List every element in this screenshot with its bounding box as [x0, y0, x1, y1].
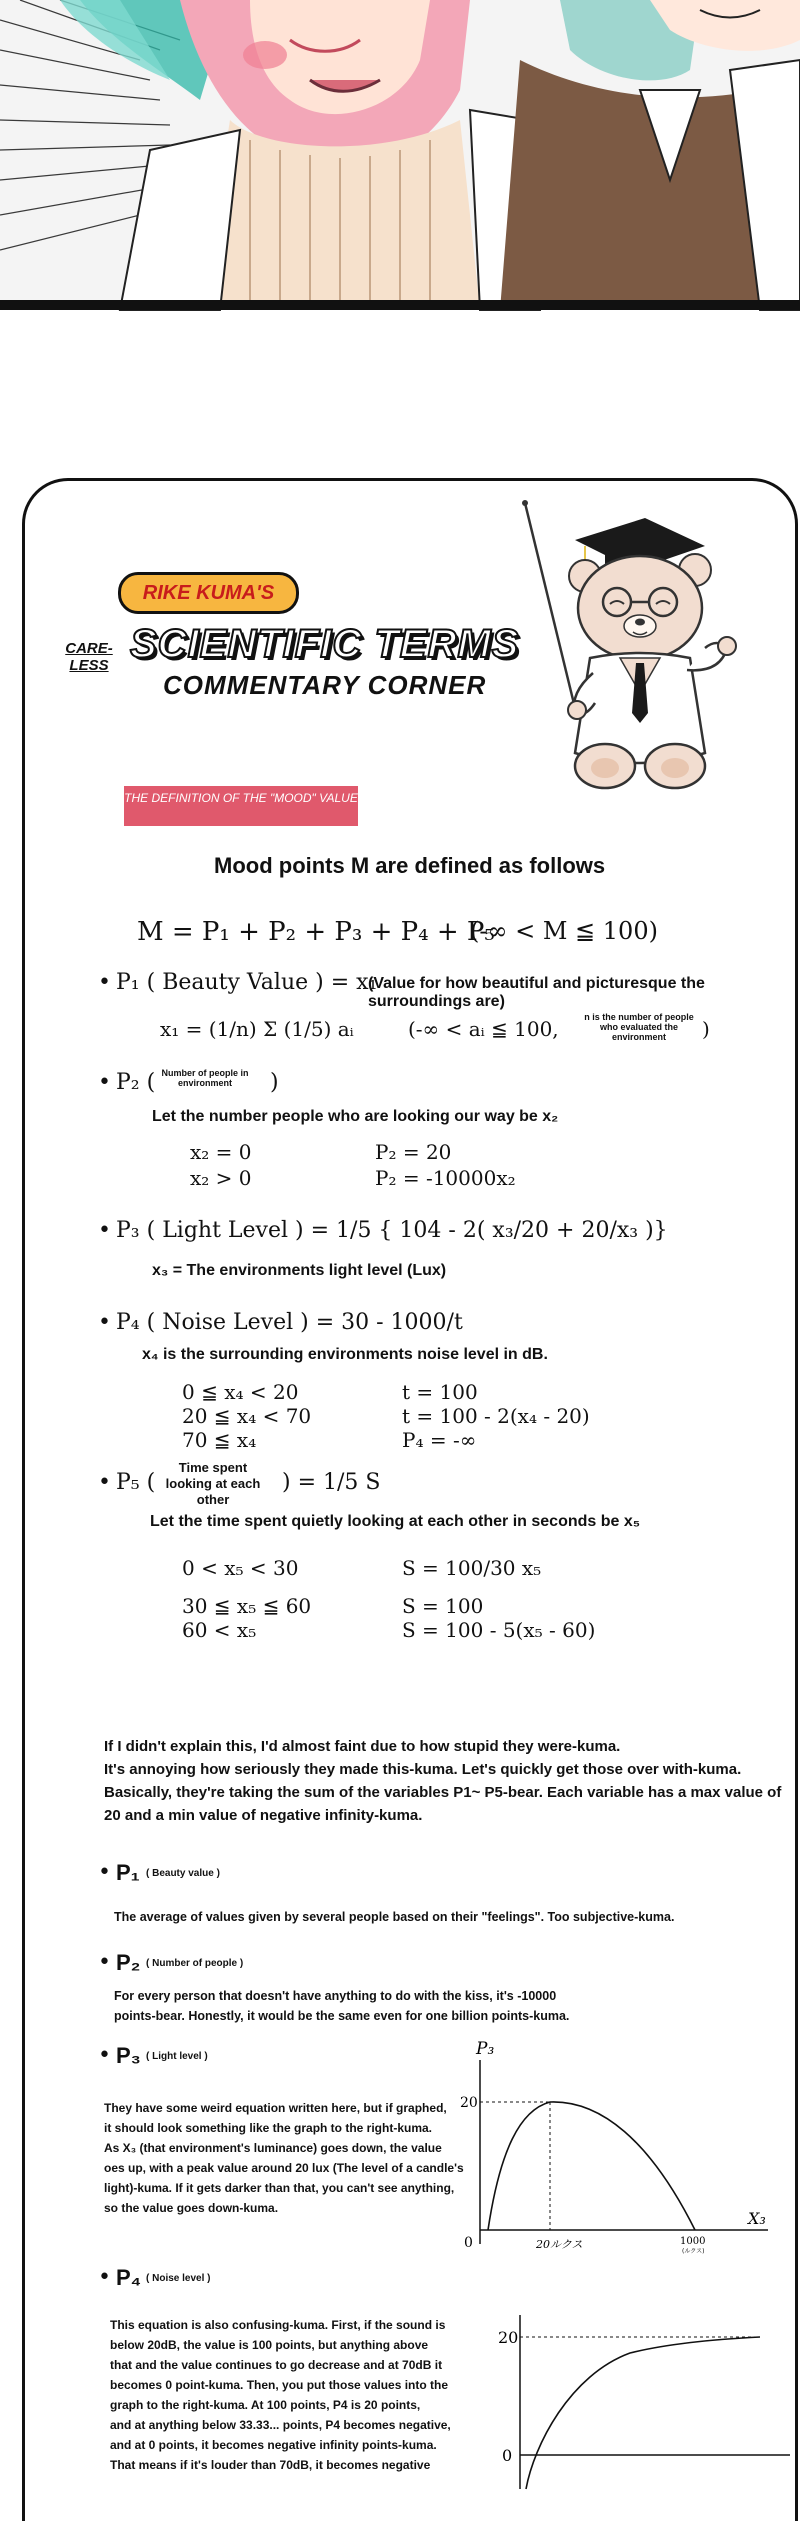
p1-note: (Value for how beautiful and picturesque the surroundings are): [368, 975, 705, 1010]
comic-panel: [0, 0, 800, 310]
careless-label: CARE-LESS: [65, 640, 113, 674]
p3-x-tick: 20ルクス: [536, 2238, 583, 2251]
p4-line: graph to the right-kuma. At 100 points, P4 is 20 points,: [110, 2398, 421, 2412]
p2-tiny-label: Number of people in environment: [161, 1068, 249, 1088]
p3-heading: P₃: [116, 2043, 141, 2068]
p4-row: 70 ≦ x₄: [182, 1428, 257, 1452]
intro-line: Basically, they're taking the sum of the variables P1~ P5-bear. Each variable has a max value of: [104, 1784, 782, 1801]
p2-row: x₂ > 0: [190, 1166, 252, 1190]
p1-range: (-∞ < aᵢ ≦ 100,: [408, 1017, 559, 1041]
bullet: •: [98, 2043, 111, 2068]
p3-label: P₃ ( Light Level ) = 1/5 { 104 - 2( x₃/20 + 20/x₃ )}: [116, 1218, 668, 1243]
bullet: •: [98, 2265, 111, 2290]
p2-commentary: [114, 1986, 754, 2026]
p4-line: and at 0 points, it becomes negative infinity points-kuma.: [110, 2438, 437, 2452]
bullet: •: [98, 1950, 111, 1975]
page-subtitle: COMMENTARY CORNER: [163, 670, 487, 700]
p2-row: P₂ = 20: [375, 1140, 452, 1164]
p3-curve: [488, 2102, 695, 2230]
p1-heading: P₁: [116, 1860, 140, 1885]
p2-subheading: ( Number of people ): [146, 1958, 244, 1969]
comic-artwork: [0, 0, 800, 310]
mood-formula: M = P₁ + P₂ + P₃ + P₄ + P₅: [137, 917, 495, 947]
bullet: •: [98, 1070, 111, 1095]
p3-line: light)-kuma. If it gets darker than that, you can't see anything,: [104, 2181, 455, 2195]
p5-row: S = 100 - 5(x₅ - 60): [402, 1618, 596, 1642]
p4-desc: x₄ is the surrounding environments noise level in dB.: [142, 1346, 548, 1363]
p5-row: 0 < x₅ < 30: [182, 1556, 299, 1580]
p3-x-end: 1000: [680, 2236, 706, 2247]
commentary-intro: [104, 1735, 784, 1827]
p3-line: They have some weird equation written here, but if graphed,: [104, 2101, 447, 2115]
p1-close: ): [702, 1017, 710, 1041]
p2-heading: P₂: [116, 1950, 141, 1975]
author-badge: RIKE KUMA'S: [118, 572, 299, 614]
p3-line: oes up, with a peak value around 20 lux (The level of a candle's: [104, 2161, 464, 2175]
p4-line: That means if it's louder than 70dB, it becomes negative: [110, 2458, 431, 2472]
p5-row: 60 < x₅: [182, 1618, 257, 1642]
p3-y-tick: 20: [460, 2095, 478, 2111]
p3-x-end-unit: (ルクス): [682, 2248, 705, 2255]
p2-line: points-bear. Honestly, it would be the same even for one billion points-kuma.: [114, 2009, 570, 2023]
professor-bear-illustration: [505, 498, 745, 808]
p4-row: t = 100 - 2(x₄ - 20): [402, 1404, 590, 1428]
p5-row: 30 ≦ x₅ ≦ 60: [182, 1594, 312, 1618]
p4-subheading: ( Noise level ): [146, 2273, 211, 2284]
p3-graph: [450, 2039, 780, 2255]
p4-label: P₄ ( Noise Level ) = 30 - 1000/t: [116, 1310, 463, 1335]
p3-line: it should look something like the graph to the right-kuma.: [104, 2121, 433, 2135]
p4-commentary: [110, 2315, 490, 2475]
p2-label-start: P₂ (: [116, 1070, 156, 1095]
p4-graph: [490, 2315, 790, 2489]
intro-line: 20 and a min value of negative infinity-kuma.: [104, 1807, 423, 1824]
p4-line: and at anything below 33.33... points, P4 becomes negative,: [110, 2418, 451, 2432]
p4-y-tick: 20: [498, 2328, 519, 2347]
p4-line: becomes 0 point-kuma. Then, you put those values into the: [110, 2378, 449, 2392]
p5-label-inner: Time spent looking at each other: [165, 1460, 261, 1507]
bullet: •: [98, 1860, 111, 1885]
p3-desc: x₃ = The environments light level (Lux): [152, 1262, 447, 1279]
p3-line: As X₃ (that environment's luminance) goes down, the value: [104, 2141, 442, 2155]
p4-row: 20 ≦ x₄ < 70: [182, 1404, 312, 1428]
mood-range: (-∞ < M ≦ 100): [470, 917, 658, 945]
section-badge: THE DEFINITION OF THE "MOOD" VALUE: [124, 786, 358, 826]
p4-line: below 20dB, the value is 100 points, but anything above: [110, 2338, 429, 2352]
p4-curve: [526, 2337, 760, 2489]
p3-line: so the value goes down-kuma.: [104, 2201, 279, 2215]
p2-line: For every person that doesn't have anything to do with the kiss, it's -10000: [114, 1989, 557, 2003]
bullet: •: [98, 1470, 111, 1495]
bullet: •: [98, 1310, 111, 1335]
p2-row: x₂ = 0: [190, 1140, 252, 1164]
p4-row: t = 100: [402, 1380, 478, 1404]
bullet: •: [98, 970, 111, 995]
intro-line: It's annoying how seriously they made this-kuma. Let's quickly get those over with-kuma.: [104, 1761, 742, 1778]
p5-label-end: ) = 1/5 S: [282, 1470, 381, 1495]
p1-label: P₁ ( Beauty Value ) = x₁: [116, 970, 378, 995]
p5-row: S = 100/30 x₅: [402, 1556, 542, 1580]
p5-desc: Let the time spent quietly looking at each other in seconds be x₅: [150, 1513, 641, 1530]
p2-desc: Let the number people who are looking our way be x₂: [152, 1108, 559, 1125]
p5-row: S = 100: [402, 1594, 484, 1618]
definition-heading: Mood points M are defined as follows: [214, 853, 606, 878]
p3-origin: 0: [464, 2235, 473, 2251]
p3-y-label: P₃: [476, 2039, 495, 2059]
p2-label-end: ): [270, 1070, 279, 1095]
p5-label-start: P₅ (: [116, 1470, 156, 1495]
p4-line: This equation is also confusing-kuma. First, if the sound is: [110, 2318, 446, 2332]
p3-x-label: X₃: [748, 2209, 766, 2228]
p3-subheading: ( Light level ): [146, 2051, 208, 2062]
p4-row: 0 ≦ x₄ < 20: [182, 1380, 299, 1404]
p4-origin: 0: [502, 2446, 513, 2465]
p4-row: P₄ = -∞: [402, 1428, 477, 1452]
p4-heading: P₄: [116, 2265, 142, 2290]
bullet: •: [98, 1218, 111, 1243]
p2-row: P₂ = -10000x₂: [375, 1166, 516, 1190]
p1-subheading: ( Beauty value ): [146, 1868, 220, 1879]
p4-line: that and the value continues to go decrease and at 70dB it: [110, 2358, 443, 2372]
p1-commentary: The average of values given by several people based on their "feelings". Too subjective-kuma.: [114, 1910, 675, 1924]
page-title: SCIENTIFIC TERMS: [130, 622, 520, 666]
p1-tiny-note: n is the number of people who evaluated the environment: [584, 1012, 694, 1042]
p3-commentary: [104, 2098, 484, 2218]
p1-equation: x₁ = (1/n) Σ (1/5) aᵢ: [160, 1017, 354, 1041]
intro-line: If I didn't explain this, I'd almost faint due to how stupid they were-kuma.: [104, 1738, 621, 1755]
